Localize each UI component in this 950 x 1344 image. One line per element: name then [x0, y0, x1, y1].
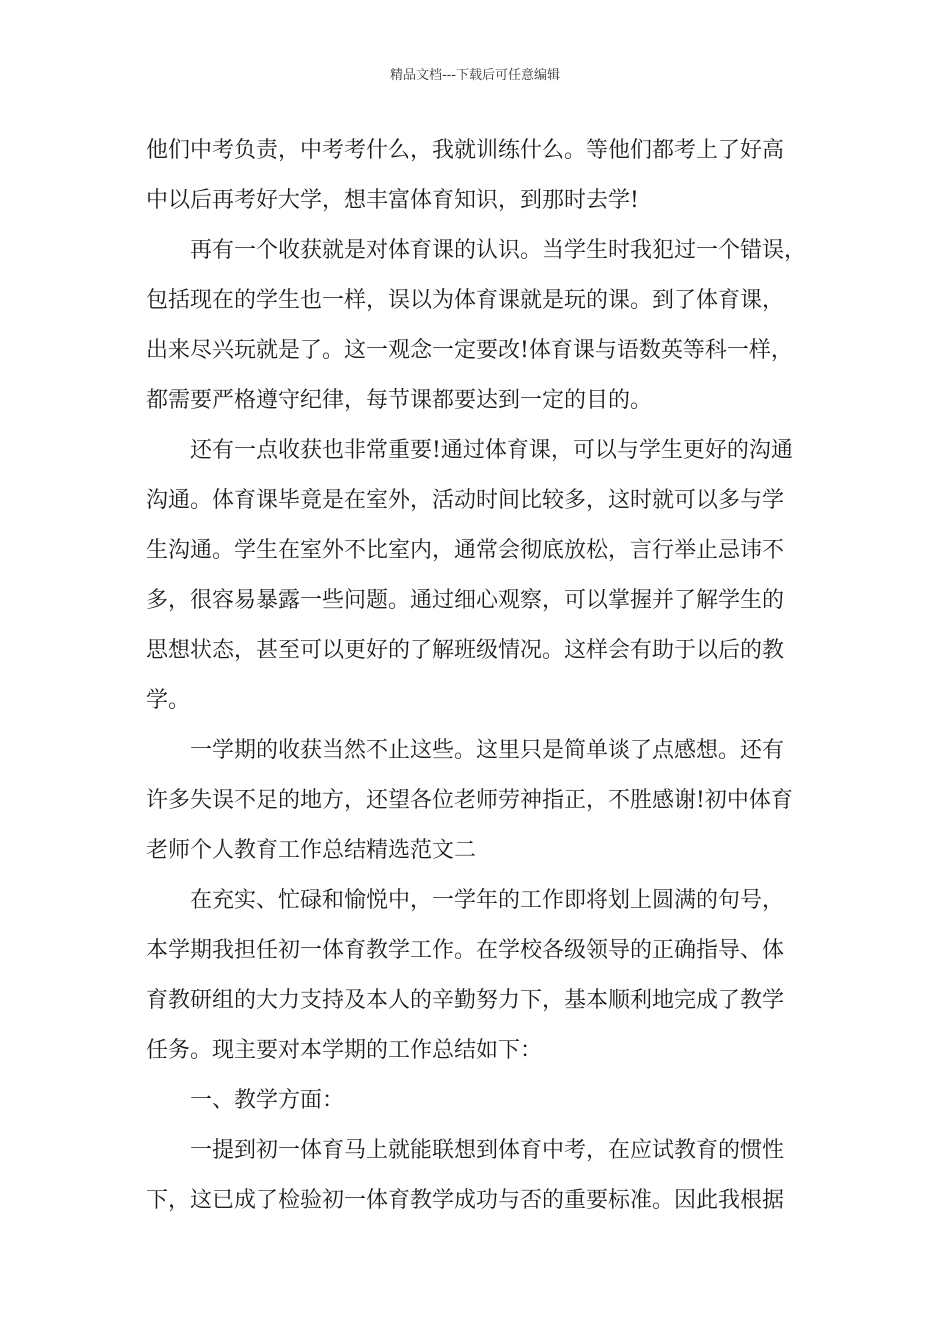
text-line: 任务。现主要对本学期的工作总结如下： — [146, 1038, 543, 1063]
text-line: 育教研组的大力支持及本人的辛勤努力下，基本顺利地完成了教学 — [146, 988, 785, 1013]
text-line: 在充实、忙碌和愉悦中，一学年的工作即将划上圆满的句号， — [190, 888, 785, 913]
text-line: 一学期的收获当然不止这些。这里只是简单谈了点感想。还有 — [190, 738, 785, 763]
text-line: 多，很容易暴露一些问题。通过细心观察，可以掌握并了解学生的 — [146, 588, 785, 613]
text-line: 包括现在的学生也一样，误以为体育课就是玩的课。到了体育课， — [146, 288, 785, 313]
text-line: 出来尽兴玩就是了。这一观念一定要改!体育课与语数英等科一样， — [146, 338, 793, 363]
text-line: 沟通。体育课毕竟是在室外，活动时间比较多，这时就可以多与学 — [146, 488, 785, 513]
text-line: 生沟通。学生在室外不比室内，通常会彻底放松，言行举止忌讳不 — [146, 538, 785, 563]
text-line: 本学期我担任初一体育教学工作。在学校各级领导的正确指导、体 — [146, 938, 785, 963]
text-line: 思想状态，甚至可以更好的了解班级情况。这样会有助于以后的教 — [146, 638, 785, 663]
text-line: 下，这已成了检验初一体育教学成功与否的重要标准。因此我根据 — [146, 1188, 785, 1213]
text-line: 都需要严格遵守纪律，每节课都要达到一定的目的。 — [146, 388, 653, 413]
text-line: 许多失误不足的地方，还望各位老师劳神指正，不胜感谢!初中体育 — [146, 788, 793, 813]
document-body — [146, 126, 814, 1226]
text-line: 学。 — [146, 688, 191, 713]
section-title-line: 老师个人教育工作总结精选范文二 — [146, 838, 477, 863]
subheading-line: 一、教学方面： — [190, 1088, 345, 1113]
text-line: 中以后再考好大学，想丰富体育知识，到那时去学! — [146, 188, 639, 213]
text-line: 他们中考负责，中考考什么，我就训练什么。等他们都考上了好高 — [146, 138, 785, 163]
text-line: 还有一点收获也非常重要!通过体育课，可以与学生更好的沟通 — [190, 438, 793, 463]
text-line: 一提到初一体育马上就能联想到体育中考，在应试教育的惯性 — [190, 1138, 785, 1163]
page-header: 精品文档---下载后可任意编辑 — [389, 68, 561, 83]
text-line: 再有一个收获就是对体育课的认识。当学生时我犯过一个错误， — [190, 238, 807, 263]
